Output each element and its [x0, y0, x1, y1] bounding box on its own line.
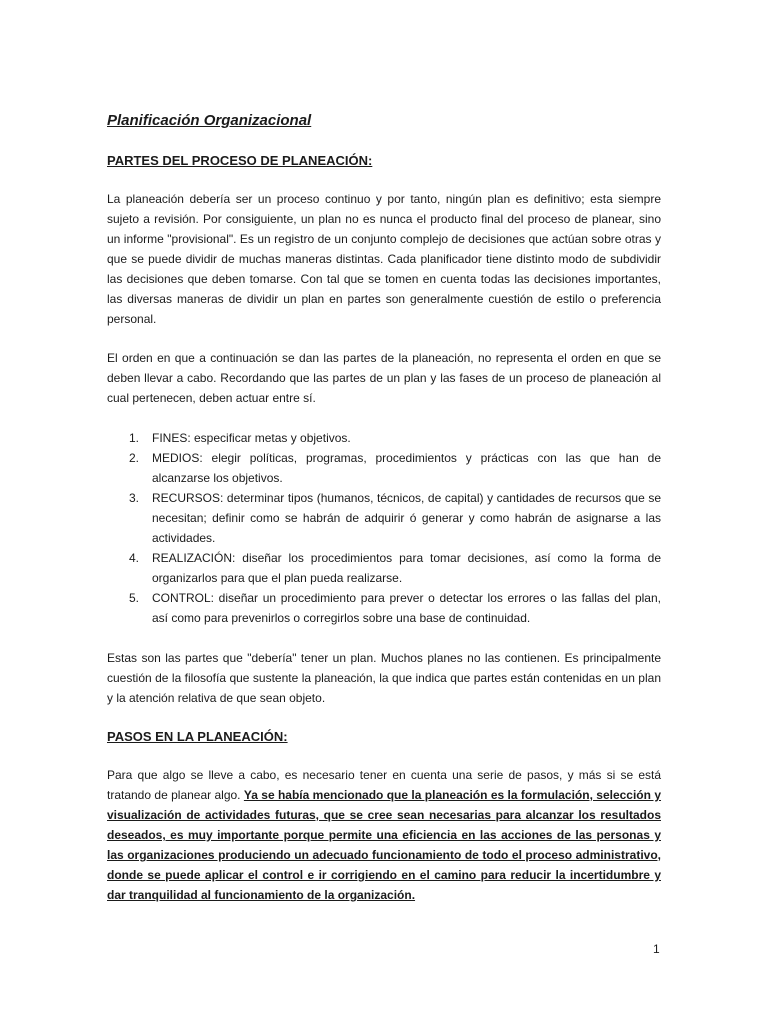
- list-item: [107, 548, 661, 588]
- list-item-text: REALIZACIÓN: diseñar los procedimientos para tomar decisiones, así como la forma de organizarlos para que el plan pueda realizarse.: [152, 551, 661, 585]
- list-number: 1.: [129, 431, 140, 445]
- list-number: 2.: [129, 451, 140, 465]
- paragraph-philosophy: Estas son las partes que "debería" tener un plan. Muchos planes no las contienen. Es principalmente cuestión de la filosofía que sustente la planeación, la que indica que partes están contenidas en un plan y la atención relativa de que sean objeto.: [107, 651, 661, 705]
- page-number: 1: [653, 942, 660, 956]
- plan-parts-list: [107, 428, 661, 628]
- list-item: [107, 448, 661, 488]
- list-number: 5.: [129, 591, 140, 605]
- list-item: [107, 588, 661, 628]
- list-item: [107, 428, 661, 448]
- paragraph-steps-plain: Para que algo se lleve a cabo, es necesario tener en cuenta una serie de pasos, y más si se está tratando de planear algo.: [107, 768, 661, 802]
- section-heading-parts: PARTES DEL PROCESO DE PLANEACIÓN:: [107, 153, 373, 168]
- section-heading-steps: PASOS EN LA PLANEACIÓN:: [107, 729, 288, 744]
- list-item: [107, 488, 661, 548]
- paragraph-steps-emphasis: Ya se había mencionado que la planeación es la formulación, selección y visualización de actividades futuras, que se cree sean necesarias para alcanzar los resultados deseados, es muy importante porque permite una eficiencia en las acciones de las personas y las organizaciones produciendo un adecuado funcionamiento de todo el proceso administrativo, donde se puede aplicar el control e ir corrigiendo en el camino para reducir la incertidumbre y dar tranquilidad al funcionamiento de la organización.: [107, 788, 662, 902]
- list-item-text: RECURSOS: determinar tipos (humanos, técnicos, de capital) y cantidades de recursos que se necesitan; definir como se habrán de adquirir ó generar y como habrán de asignarse a las actividades.: [152, 491, 661, 545]
- list-number: 3.: [129, 491, 140, 505]
- paragraph-order: El orden en que a continuación se dan las partes de la planeación, no representa el orden en que se deben llevar a cabo. Recordando que las partes de un plan y las fases de un proceso de planeación al cual pertenecen, deben actuar entre sí.: [107, 351, 661, 405]
- list-item-text: CONTROL: diseñar un procedimiento para prever o detectar los errores o las fallas del plan, así como para prevenirlos o corregirlos sobre una base de continuidad.: [152, 591, 661, 625]
- paragraph-steps: [107, 765, 661, 905]
- document-title: Planificación Organizacional: [107, 112, 312, 129]
- list-item-text: MEDIOS: elegir políticas, programas, procedimientos y prácticas con las que han de alcanzarse los objetivos.: [152, 451, 661, 485]
- paragraph-intro: La planeación debería ser un proceso continuo y por tanto, ningún plan es definitivo; esta siempre sujeto a revisión. Por consiguiente, un plan no es nunca el producto final del proceso de planear, sino un informe "provisional". Es un registro de un conjunto complejo de decisiones que actúan sobre otras y que se puede dividir de muchas maneras distintas. Cada planificador tiene distinto modo de subdividir las decisiones que deben tomarse. Con tal que se tomen en cuenta todas las decisiones importantes, las diversas maneras de dividir un plan en partes son generalmente cuestión de estilo o preferencia personal.: [107, 192, 661, 326]
- list-number: 4.: [129, 551, 140, 565]
- list-item-text: FINES: especificar metas y objetivos.: [152, 431, 351, 445]
